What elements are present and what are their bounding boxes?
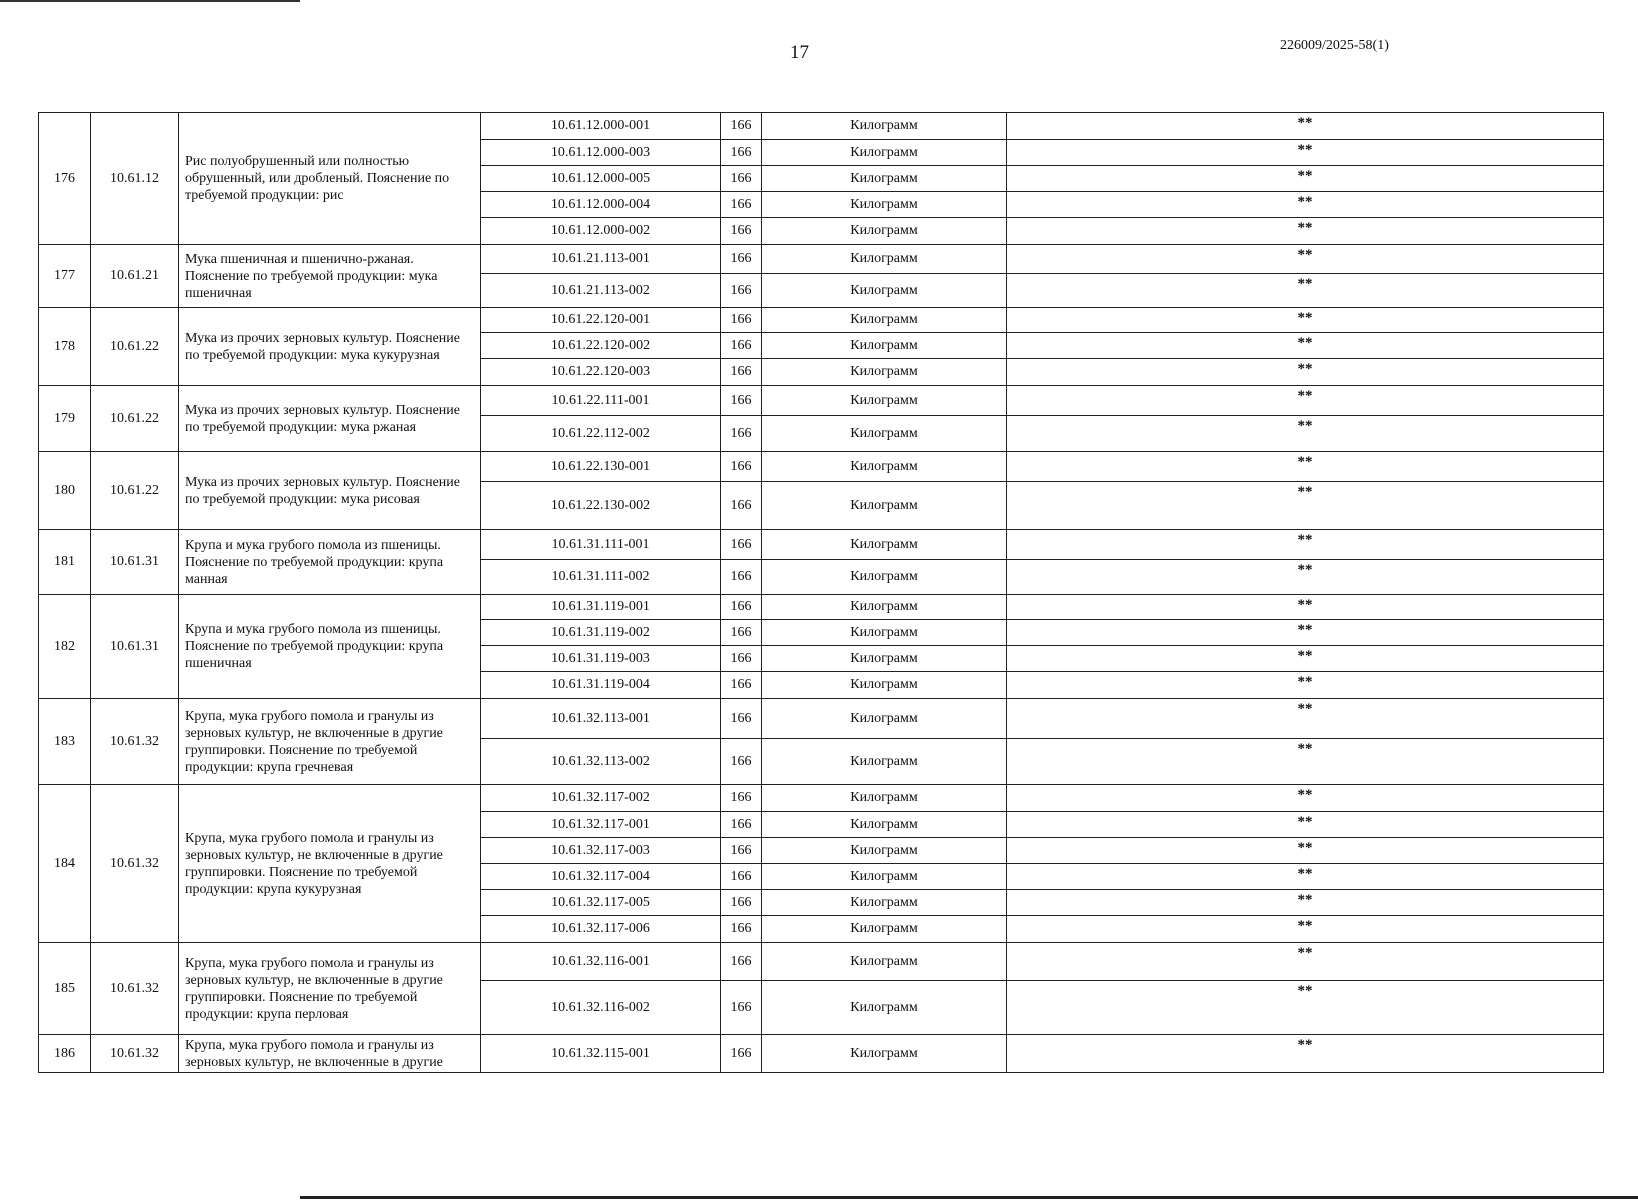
product-description: Крупа и мука грубого помола из пшеницы. Пояснение по требуемой продукции: крупа пшеничная — [179, 595, 481, 699]
unit-name: Килограмм — [762, 333, 1007, 359]
note-mark: ** — [1007, 113, 1604, 140]
row-number: 186 — [39, 1035, 91, 1073]
unit-name: Килограмм — [762, 943, 1007, 981]
ktru-code: 10.61.22.120-003 — [481, 359, 721, 386]
row-number: 176 — [39, 113, 91, 245]
ktru-code: 10.61.32.116-001 — [481, 943, 721, 981]
note-mark: ** — [1007, 981, 1604, 1035]
unit-name: Килограмм — [762, 308, 1007, 333]
ktru-code: 10.61.22.111-001 — [481, 386, 721, 416]
ktru-code: 10.61.32.113-002 — [481, 739, 721, 785]
product-description: Крупа, мука грубого помола и гранулы из зерновых культур, не включенные в другие группировки. Пояснение по требуемой продукции: крупа перловая — [179, 943, 481, 1035]
okei-code: 166 — [721, 245, 762, 274]
row-number: 181 — [39, 530, 91, 595]
ktru-code: 10.61.31.119-003 — [481, 646, 721, 672]
okei-code: 166 — [721, 113, 762, 140]
note-mark: ** — [1007, 359, 1604, 386]
ktru-code: 10.61.32.113-001 — [481, 699, 721, 739]
ktru-code: 10.61.31.111-001 — [481, 530, 721, 560]
okei-code: 166 — [721, 308, 762, 333]
note-mark: ** — [1007, 416, 1604, 452]
ktru-code: 10.61.32.115-001 — [481, 1035, 721, 1073]
note-mark: ** — [1007, 166, 1604, 192]
ktru-code: 10.61.32.116-002 — [481, 981, 721, 1035]
table-row — [39, 113, 1604, 140]
okei-code: 166 — [721, 333, 762, 359]
ktru-code: 10.61.22.130-002 — [481, 482, 721, 530]
note-mark: ** — [1007, 672, 1604, 699]
okei-code: 166 — [721, 785, 762, 812]
unit-name: Килограмм — [762, 739, 1007, 785]
note-mark: ** — [1007, 699, 1604, 739]
ktru-code: 10.61.31.119-001 — [481, 595, 721, 620]
okpd-code: 10.61.32 — [91, 1035, 179, 1073]
note-mark: ** — [1007, 812, 1604, 838]
unit-name: Килограмм — [762, 245, 1007, 274]
note-mark: ** — [1007, 838, 1604, 864]
okei-code: 166 — [721, 1035, 762, 1073]
table-row — [39, 530, 1604, 560]
okei-code: 166 — [721, 166, 762, 192]
unit-name: Килограмм — [762, 359, 1007, 386]
table-row — [39, 1035, 1604, 1073]
unit-name: Килограмм — [762, 274, 1007, 308]
note-mark: ** — [1007, 943, 1604, 981]
unit-name: Килограмм — [762, 113, 1007, 140]
ktru-code: 10.61.22.120-001 — [481, 308, 721, 333]
okei-code: 166 — [721, 864, 762, 890]
note-mark: ** — [1007, 864, 1604, 890]
ktru-code: 10.61.22.130-001 — [481, 452, 721, 482]
okei-code: 166 — [721, 192, 762, 218]
products-table — [38, 112, 1604, 1073]
okpd-code: 10.61.31 — [91, 530, 179, 595]
okpd-code: 10.61.32 — [91, 785, 179, 943]
okei-code: 166 — [721, 595, 762, 620]
unit-name: Килограмм — [762, 890, 1007, 916]
okei-code: 166 — [721, 620, 762, 646]
unit-name: Килограмм — [762, 620, 1007, 646]
ktru-code: 10.61.32.117-002 — [481, 785, 721, 812]
row-number: 183 — [39, 699, 91, 785]
note-mark: ** — [1007, 245, 1604, 274]
okei-code: 166 — [721, 699, 762, 739]
okpd-code: 10.61.31 — [91, 595, 179, 699]
note-mark: ** — [1007, 739, 1604, 785]
row-number: 177 — [39, 245, 91, 308]
unit-name: Килограмм — [762, 140, 1007, 166]
okpd-code: 10.61.12 — [91, 113, 179, 245]
okpd-code: 10.61.22 — [91, 308, 179, 386]
table-row — [39, 943, 1604, 981]
scan-edge-line — [300, 1196, 1638, 1199]
ktru-code: 10.61.31.119-004 — [481, 672, 721, 699]
product-description: Мука пшеничная и пшенично-ржаная. Пояснение по требуемой продукции: мука пшеничная — [179, 245, 481, 308]
document-id: 226009/2025-58(1) — [1280, 38, 1389, 53]
row-number: 184 — [39, 785, 91, 943]
ktru-code: 10.61.22.112-002 — [481, 416, 721, 452]
unit-name: Килограмм — [762, 482, 1007, 530]
ktru-code: 10.61.31.111-002 — [481, 560, 721, 595]
table-row — [39, 785, 1604, 812]
note-mark: ** — [1007, 482, 1604, 530]
note-mark: ** — [1007, 916, 1604, 943]
unit-name: Килограмм — [762, 646, 1007, 672]
note-mark: ** — [1007, 1035, 1604, 1073]
unit-name: Килограмм — [762, 838, 1007, 864]
product-description: Крупа и мука грубого помола из пшеницы. Пояснение по требуемой продукции: крупа манная — [179, 530, 481, 595]
ktru-code: 10.61.32.117-006 — [481, 916, 721, 943]
unit-name: Килограмм — [762, 1035, 1007, 1073]
unit-name: Килограмм — [762, 166, 1007, 192]
ktru-code: 10.61.21.113-001 — [481, 245, 721, 274]
table-row — [39, 595, 1604, 620]
ktru-code: 10.61.32.117-005 — [481, 890, 721, 916]
unit-name: Килограмм — [762, 218, 1007, 245]
note-mark: ** — [1007, 192, 1604, 218]
ktru-code: 10.61.31.119-002 — [481, 620, 721, 646]
product-description: Мука из прочих зерновых культур. Пояснение по требуемой продукции: мука рисовая — [179, 452, 481, 530]
product-description: Рис полуобрушенный или полностью обрушенный, или дробленый. Пояснение по требуемой продукции: рис — [179, 113, 481, 245]
unit-name: Килограмм — [762, 672, 1007, 699]
note-mark: ** — [1007, 595, 1604, 620]
okei-code: 166 — [721, 416, 762, 452]
note-mark: ** — [1007, 452, 1604, 482]
unit-name: Килограмм — [762, 530, 1007, 560]
ktru-code: 10.61.12.000-002 — [481, 218, 721, 245]
okei-code: 166 — [721, 218, 762, 245]
unit-name: Килограмм — [762, 192, 1007, 218]
unit-name: Килограмм — [762, 560, 1007, 595]
note-mark: ** — [1007, 530, 1604, 560]
okpd-code: 10.61.32 — [91, 943, 179, 1035]
okei-code: 166 — [721, 482, 762, 530]
unit-name: Килограмм — [762, 595, 1007, 620]
note-mark: ** — [1007, 274, 1604, 308]
okei-code: 166 — [721, 140, 762, 166]
unit-name: Килограмм — [762, 916, 1007, 943]
product-description: Мука из прочих зерновых культур. Пояснение по требуемой продукции: мука ржаная — [179, 386, 481, 452]
table-row — [39, 452, 1604, 482]
scan-edge-line — [0, 0, 300, 2]
okpd-code: 10.61.21 — [91, 245, 179, 308]
okei-code: 166 — [721, 530, 762, 560]
unit-name: Килограмм — [762, 452, 1007, 482]
note-mark: ** — [1007, 620, 1604, 646]
ktru-code: 10.61.22.120-002 — [481, 333, 721, 359]
unit-name: Килограмм — [762, 699, 1007, 739]
okei-code: 166 — [721, 812, 762, 838]
okpd-code: 10.61.32 — [91, 699, 179, 785]
okpd-code: 10.61.22 — [91, 452, 179, 530]
ktru-code: 10.61.12.000-005 — [481, 166, 721, 192]
ktru-code: 10.61.32.117-003 — [481, 838, 721, 864]
unit-name: Килограмм — [762, 812, 1007, 838]
ktru-code: 10.61.32.117-001 — [481, 812, 721, 838]
okei-code: 166 — [721, 739, 762, 785]
note-mark: ** — [1007, 560, 1604, 595]
note-mark: ** — [1007, 140, 1604, 166]
product-description: Мука из прочих зерновых культур. Пояснение по требуемой продукции: мука кукурузная — [179, 308, 481, 386]
note-mark: ** — [1007, 386, 1604, 416]
row-number: 180 — [39, 452, 91, 530]
table-row — [39, 245, 1604, 274]
product-description: Крупа, мука грубого помола и гранулы из зерновых культур, не включенные в другие — [179, 1035, 481, 1073]
row-number: 179 — [39, 386, 91, 452]
note-mark: ** — [1007, 218, 1604, 245]
okei-code: 166 — [721, 838, 762, 864]
okei-code: 166 — [721, 274, 762, 308]
unit-name: Килограмм — [762, 981, 1007, 1035]
okei-code: 166 — [721, 943, 762, 981]
table-row — [39, 308, 1604, 333]
row-number: 182 — [39, 595, 91, 699]
ktru-code: 10.61.12.000-004 — [481, 192, 721, 218]
product-description: Крупа, мука грубого помола и гранулы из зерновых культур, не включенные в другие группировки. Пояснение по требуемой продукции: крупа гречневая — [179, 699, 481, 785]
note-mark: ** — [1007, 646, 1604, 672]
note-mark: ** — [1007, 890, 1604, 916]
ktru-code: 10.61.32.117-004 — [481, 864, 721, 890]
ktru-code: 10.61.21.113-002 — [481, 274, 721, 308]
okei-code: 166 — [721, 560, 762, 595]
row-number: 185 — [39, 943, 91, 1035]
ktru-code: 10.61.12.000-001 — [481, 113, 721, 140]
unit-name: Килограмм — [762, 386, 1007, 416]
okei-code: 166 — [721, 916, 762, 943]
table-row — [39, 699, 1604, 739]
okpd-code: 10.61.22 — [91, 386, 179, 452]
okei-code: 166 — [721, 981, 762, 1035]
okei-code: 166 — [721, 646, 762, 672]
table-row — [39, 386, 1604, 416]
okei-code: 166 — [721, 672, 762, 699]
okei-code: 166 — [721, 359, 762, 386]
note-mark: ** — [1007, 785, 1604, 812]
okei-code: 166 — [721, 452, 762, 482]
unit-name: Килограмм — [762, 416, 1007, 452]
okei-code: 166 — [721, 890, 762, 916]
ktru-code: 10.61.12.000-003 — [481, 140, 721, 166]
row-number: 178 — [39, 308, 91, 386]
product-description: Крупа, мука грубого помола и гранулы из зерновых культур, не включенные в другие группировки. Пояснение по требуемой продукции: крупа кукурузная — [179, 785, 481, 943]
okei-code: 166 — [721, 386, 762, 416]
note-mark: ** — [1007, 333, 1604, 359]
unit-name: Килограмм — [762, 864, 1007, 890]
page-number: 17 — [790, 42, 809, 63]
note-mark: ** — [1007, 308, 1604, 333]
unit-name: Килограмм — [762, 785, 1007, 812]
